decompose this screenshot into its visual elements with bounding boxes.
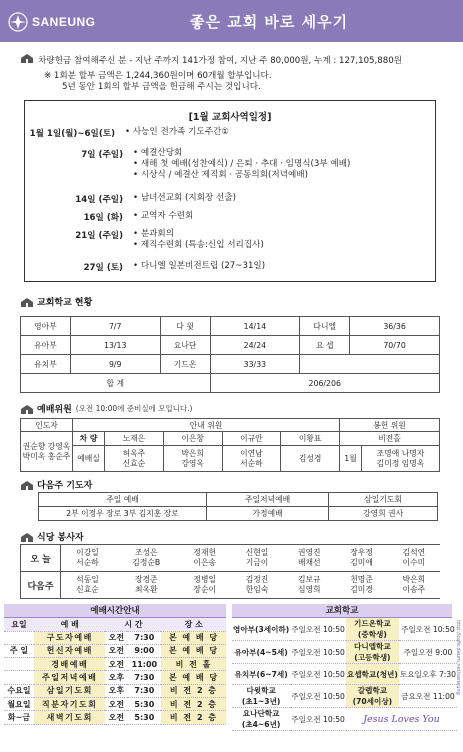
calendar-row [25, 127, 435, 139]
schedule-time: 7:30 [127, 671, 161, 684]
school-time-value: 주일오전 10:50 [290, 708, 346, 731]
school-heading [20, 295, 92, 308]
prayer-h2: 주일저녁예배 [207, 493, 329, 507]
header-bar [0, 0, 463, 42]
kitchen-heading [20, 530, 84, 543]
calendar-items [133, 211, 435, 223]
kitchen-name: 서순하 [76, 558, 99, 567]
kitchen-name: 장경준 [134, 575, 158, 584]
kitchen-heading-text: 식당 봉사자 [37, 533, 84, 543]
offer-header: 봉헌 위원 [340, 419, 440, 432]
schedule-day: 수요일 [4, 684, 34, 697]
school-dept: 유치부 [21, 355, 71, 374]
kitchen-names [179, 545, 231, 572]
schedule-ampm: 오전 [105, 631, 127, 644]
schedule-h-time: 시 간 [105, 618, 161, 631]
offering-note-1: ※ 1회분 할부 금액은 1,244,360원이며 60개월 할부입니다. [44, 71, 272, 81]
school-count: 70/70 [350, 336, 440, 355]
hall-names: 박은희 강영옥 [163, 446, 222, 472]
kitchen-label: 오 늘 [21, 545, 61, 572]
calendar-item: • 예결산당회 [133, 148, 435, 159]
school-time-row [232, 641, 457, 664]
calendar-date: 16일 (화) [83, 213, 123, 223]
schedule-row [4, 658, 226, 671]
school-total-value: 206/206 [210, 374, 440, 393]
schedule-row [4, 697, 226, 710]
kitchen-name: 장순이 [193, 585, 217, 594]
kitchen-table [20, 544, 440, 599]
schedule-row [4, 644, 226, 657]
offer-label: 비전홀 [340, 432, 440, 446]
calendar-date: 1월 1일(월)~6일(토) [29, 129, 115, 139]
prayer-table [38, 492, 438, 521]
calendar-items [133, 229, 435, 251]
guide-names: 권순향 강영옥 박미옥 홍순주 [21, 432, 73, 472]
kitchen-names [179, 572, 231, 599]
church-icon [20, 403, 34, 415]
offer-names: 조명애 나명자 김미정 임명옥 [362, 446, 440, 472]
school-time-dept: 기드온학교 (중학생) [346, 618, 399, 641]
kitchen-name: 신현일 [245, 548, 269, 557]
kitchen-name: 정재헌 [193, 548, 217, 557]
school-time-value: 토요일오후 7:30 [399, 664, 457, 685]
schedule-ampm: 오전 [105, 697, 127, 710]
schedule-ampm: 오전 [105, 711, 127, 724]
offering-note-2: 5년 동안 1회의 할부 금액을 헌금해 주시는 것입니다. [62, 82, 261, 92]
school-row [21, 355, 440, 374]
kitchen-row [21, 572, 441, 599]
schedule-time: 7:30 [127, 631, 161, 644]
schedule-row [4, 711, 226, 724]
school-count: 14/14 [210, 317, 300, 336]
schedule-time: 9:00 [127, 644, 161, 657]
schedule-h-name: 예 배 [34, 618, 105, 631]
worship-table [20, 418, 440, 472]
school-count: 24/24 [210, 336, 300, 355]
school-total-row [21, 374, 440, 393]
kitchen-name: 장우정 [350, 548, 373, 557]
prayer-heading [20, 478, 92, 491]
school-time-value: 주일오전 9:00 [399, 641, 457, 664]
schedule-day: 주 일 [4, 644, 34, 657]
prayer-h1: 주일 예배 [39, 493, 207, 507]
school-count: 7/7 [70, 317, 160, 336]
side-url: http://cafe.daum.net/saneung [455, 620, 461, 695]
school-empty [300, 355, 440, 374]
kitchen-names [61, 572, 114, 599]
school-time-dept: 요나단학교 (초4~6년) [232, 708, 290, 731]
schedule-place: 본 예 배 당 [161, 671, 226, 684]
kitchen-name: 김보규 [297, 575, 321, 584]
logo [8, 12, 96, 32]
schedule-ampm: 오후 [105, 684, 127, 697]
school-row [21, 317, 440, 336]
calendar-row [25, 229, 435, 251]
kitchen-name: 이강일 [76, 548, 99, 557]
schedule-day [4, 631, 34, 644]
kitchen-name: 김정순B [132, 558, 161, 567]
calendar-date: 14일 (주일) [75, 195, 123, 205]
kitchen-names [61, 545, 114, 572]
worship-heading-sub: (오전 10:00에 준비실에 모입니다.) [75, 404, 193, 413]
calendar-title: [1월 교회사역일정] [188, 112, 272, 123]
car-label: 차 량 [73, 432, 105, 446]
schedule-day: 화~금 [4, 711, 34, 724]
school-time-dept: 요셉학교(청년) [346, 664, 399, 685]
calendar-date: 7일 (주일) [81, 150, 123, 160]
church-icon [20, 531, 34, 543]
calendar-row [25, 148, 435, 181]
schedule-time: 5:30 [127, 697, 161, 710]
schedule-service: 새벽기도회 [34, 711, 105, 724]
school-time-value: 주일오전 10:50 [290, 664, 346, 685]
school-dept: 영아부 [21, 317, 71, 336]
school-time-dept: 다니엘학교 (고등학생) [346, 641, 399, 664]
calendar-row [25, 261, 435, 273]
school-heading-text: 교회학교 현황 [37, 298, 93, 308]
kitchen-name: 심영희 [297, 585, 321, 594]
school-times-table [232, 618, 457, 731]
calendar-items [133, 193, 435, 205]
calendar-item: • 사능인 전가족 기도주간① [125, 127, 435, 138]
calendar-items [133, 261, 435, 273]
guide-header: 인도자 [21, 419, 73, 432]
school-schedule [232, 604, 457, 731]
offer-round: 1월 [340, 446, 362, 472]
schedule-ampm: 오전 [105, 658, 127, 671]
kitchen-name: 조성은 [134, 548, 158, 557]
car-name: 이은창 [163, 432, 222, 446]
kitchen-name: 배채선 [297, 558, 321, 567]
prayer-h3: 삼일기도회 [329, 493, 438, 507]
hall-names: 이연남 서순하 [222, 446, 281, 472]
kitchen-label: 다음주 [21, 572, 61, 599]
calendar-date: 21일 (주일) [75, 231, 123, 241]
school-dept: 요나단 [160, 336, 210, 355]
school-count: 13/13 [70, 336, 160, 355]
school-time-value: 주일오전 10:50 [399, 618, 457, 641]
kitchen-name: 천명준 [350, 575, 373, 584]
schedule-title: 예배시간안내 [4, 604, 226, 618]
schedule-ampm: 오후 [105, 671, 127, 684]
flower-logo-icon [8, 12, 28, 32]
kitchen-name: 김미애 [350, 558, 373, 567]
offering-section-icon-wrap [20, 52, 37, 64]
calendar-item: • 새해 첫 예배(성찬예식) / 은퇴 · 추대 · 임명식(3부 예배) [133, 159, 435, 170]
kitchen-names [231, 545, 283, 572]
kitchen-name: 한임숙 [245, 585, 269, 594]
schedule-place: 비 전 2 층 [161, 711, 226, 724]
kitchen-names [283, 572, 335, 599]
calendar-row [25, 193, 435, 205]
school-time-value: 주일오전 10:50 [290, 685, 346, 708]
hall-names: 김성경 [281, 446, 340, 472]
calendar-items [125, 127, 435, 139]
worship-heading-text: 예배위원 [37, 405, 72, 415]
schedule-row [4, 631, 226, 644]
offering-text: 차량헌금 참여해주신 분 - 지난 주까지 141가정 참여, 지난 주 80,000원, 누계 : 127,105,880원 [38, 56, 402, 66]
school-total-label: 합 계 [21, 374, 211, 393]
school-row [21, 336, 440, 355]
school-dept: 다니엘 [300, 317, 350, 336]
worship-heading [20, 402, 192, 415]
car-name: 이규안 [222, 432, 281, 446]
schedule-row [4, 671, 226, 684]
schedule-place: 비 전 홀 [161, 658, 226, 671]
school-count: 9/9 [70, 355, 160, 374]
calendar-row [25, 211, 435, 223]
school-dept: 요 셉 [300, 336, 350, 355]
calendar-item: • 시상식 / 예결산 제직회 · 공동의회(저녁예배) [133, 170, 435, 181]
prayer-v3: 강영희 권사 [329, 507, 438, 521]
schedule-time: 5:30 [127, 711, 161, 724]
schedule-row [4, 684, 226, 697]
schedule-service: 직분자기도회 [34, 697, 105, 710]
kitchen-name: 최옥환 [134, 585, 158, 594]
hall-names: 허옥주 신효순 [105, 446, 164, 472]
logo-text: SANEUNG [32, 15, 96, 29]
school-time-dept: Jesus Loves You [346, 708, 457, 731]
school-time-value: 주일오전 10:50 [290, 618, 346, 641]
church-calendar [24, 100, 436, 282]
kitchen-names [335, 545, 387, 572]
kitchen-name: 이은송 [193, 558, 217, 567]
school-time-dept: 유아부(4~5세) [232, 641, 290, 664]
kitchen-names [114, 572, 179, 599]
kitchen-name: 신효순 [76, 585, 99, 594]
schedule-time: 11:00 [127, 658, 161, 671]
school-time-dept: 영아부(3세이하) [232, 618, 290, 641]
calendar-item: • 다니엘 일본비전트립 (27~31일) [133, 261, 435, 272]
page-title: 좋은 교회 바로 세우기 [190, 13, 349, 31]
schedule-service: 삼일기도회 [34, 684, 105, 697]
kitchen-name: 이수미 [402, 558, 426, 567]
schedule-day [4, 658, 34, 671]
worship-schedule [4, 604, 226, 725]
school-time-row [232, 618, 457, 641]
school-dept: 기드온 [160, 355, 210, 374]
kitchen-names [335, 572, 387, 599]
calendar-item: • 제직수련회 (특송:신입 서리집사) [133, 240, 435, 251]
school-count: 36/36 [350, 317, 440, 336]
calendar-item: • 교역자 수련회 [133, 211, 435, 222]
hall-label: 예배실 [73, 446, 105, 472]
church-icon [20, 296, 34, 308]
prayer-v2: 가정예배 [207, 507, 329, 521]
calendar-items [133, 148, 435, 181]
schedule-place: 본 예 배 당 [161, 631, 226, 644]
kitchen-name: 석동일 [76, 575, 99, 584]
kitchen-names [388, 572, 440, 599]
schedule-place: 비 전 2 층 [161, 684, 226, 697]
school-dept: 다 윗 [160, 317, 210, 336]
kitchen-name: 김정진 [245, 575, 269, 584]
school-count: 33/33 [210, 355, 300, 374]
school-time-dept: 갈렙학교 (70세이상) [346, 685, 399, 708]
kitchen-names [231, 572, 283, 599]
calendar-item: • 남녀선교회 (지회장 선출) [133, 193, 435, 204]
kitchen-name: 김미경 [350, 585, 373, 594]
calendar-item: • 분과회의 [133, 229, 435, 240]
school-time-row [232, 685, 457, 708]
schedule-time: 7:30 [127, 684, 161, 697]
schedule-day: 월요일 [4, 697, 34, 710]
team-header: 안내 위원 [73, 419, 340, 432]
school-status-table [20, 316, 440, 393]
kitchen-names [388, 545, 440, 572]
school-times-title: 교회학교 [232, 604, 452, 618]
schedule-service: 주일저녁예배 [34, 671, 105, 684]
school-time-value: 금요오전 11:00 [399, 685, 457, 708]
kitchen-name: 김석연 [402, 548, 426, 557]
schedule-ampm: 오전 [105, 644, 127, 657]
school-time-value: 주일오전 10:50 [290, 641, 346, 664]
kitchen-name: 이송주 [402, 585, 426, 594]
schedule-h-place: 장 소 [161, 618, 226, 631]
school-dept: 유아부 [21, 336, 71, 355]
schedule-service: 헌신자예배 [34, 644, 105, 657]
schedule-table [4, 618, 226, 725]
church-icon [20, 52, 34, 64]
schedule-place: 본 예 배 당 [161, 644, 226, 657]
prayer-heading-text: 다음주 기도자 [37, 481, 93, 491]
church-icon [20, 479, 34, 491]
kitchen-name: 기금이 [245, 558, 269, 567]
kitchen-name: 권영진 [297, 548, 321, 557]
kitchen-name: 박은희 [402, 575, 426, 584]
kitchen-names [283, 545, 335, 572]
schedule-h-day: 요일 [4, 618, 34, 631]
schedule-service: 경배예배 [34, 658, 105, 671]
school-time-row [232, 708, 457, 731]
schedule-place: 비 전 2 층 [161, 697, 226, 710]
schedule-day [4, 671, 34, 684]
car-name: 노재은 [105, 432, 164, 446]
kitchen-name: 정병일 [193, 575, 217, 584]
kitchen-names [114, 545, 179, 572]
prayer-v1: 2부 이정우 장로 3부 김지훈 장로 [39, 507, 207, 521]
kitchen-row [21, 545, 441, 572]
schedule-service: 구도자예배 [34, 631, 105, 644]
school-time-dept: 유치부(6~7세) [232, 664, 290, 685]
car-name: 이황표 [281, 432, 340, 446]
school-time-row [232, 664, 457, 685]
calendar-date: 27일 (토) [83, 263, 123, 273]
school-time-dept: 다윗학교 (초1~3년) [232, 685, 290, 708]
